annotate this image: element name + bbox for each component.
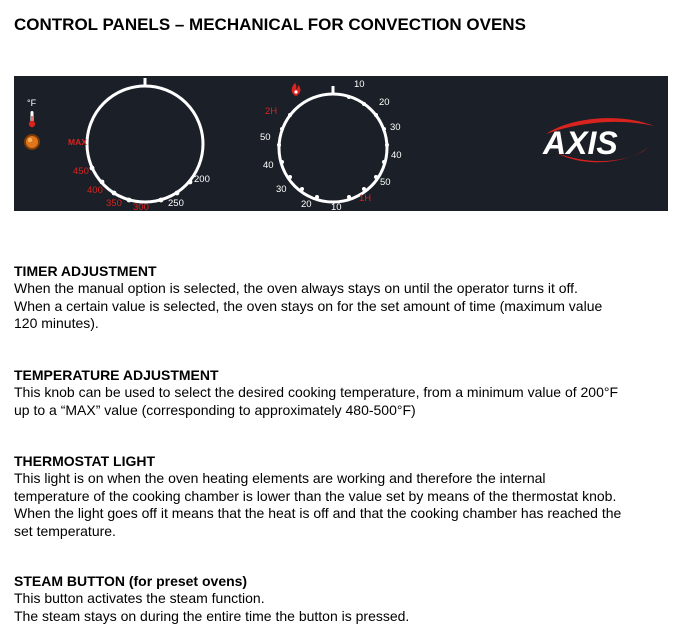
timer-label-20-bottom: 20 [301, 199, 312, 210]
timer-label-40-left: 40 [263, 160, 274, 171]
control-panel-image [14, 76, 668, 211]
section-line: temperature of the cooking chamber is lower than the value set by means of the thermostat knob. [14, 487, 617, 504]
section-line: When the light goes off it means that the heat is off and that the cooking chamber has reached the [14, 505, 622, 521]
timer-knob[interactable] [260, 79, 402, 211]
timer-label-20-right: 20 [379, 97, 390, 108]
section-heading: TEMPERATURE ADJUSTMENT [14, 367, 219, 383]
temp-label-450: 450 [73, 166, 89, 177]
page-title: CONTROL PANELS – MECHANICAL FOR CONVECTION OVENS [14, 15, 526, 34]
section-line: When a certain value is selected, the oven stays on for the set amount of time (maximum value [14, 297, 603, 314]
timer-label-50-left: 50 [260, 132, 271, 143]
thermostat-light-icon[interactable] [24, 134, 40, 150]
section-line: This knob can be used to select the desired cooking temperature, from a minimum value of 200°F [14, 384, 619, 400]
thermostat-light-section [14, 453, 668, 540]
section-line: This button activates the steam function. [14, 590, 265, 606]
section-heading: THERMOSTAT LIGHT [14, 453, 156, 469]
section-line: When the manual option is selected, the oven always stays on until the operator turns it off. [14, 280, 578, 296]
axis-logo [542, 118, 654, 162]
section-line: This light is on when the oven heating elements are working and therefore the internal [14, 470, 546, 486]
thermometer-icon [29, 111, 35, 127]
timer-label-10-bottom: 10 [331, 202, 342, 211]
steam-button-section [14, 573, 668, 625]
timer-label-2h: 2H [265, 106, 278, 117]
temp-label-200: 200 [194, 174, 210, 185]
temperature-knob[interactable] [68, 78, 210, 211]
control-panel-graphic [14, 76, 668, 211]
temp-label-400: 400 [87, 185, 103, 196]
temp-label-250: 250 [168, 198, 184, 209]
section-line: up to a “MAX” value (corresponding to approximately 480-500°F) [14, 401, 416, 418]
temp-label-350: 350 [106, 198, 122, 209]
section-heading: TIMER ADJUSTMENT [14, 263, 157, 279]
temp-label-300: 300 [133, 202, 149, 211]
section-line: set temperature. [14, 522, 116, 539]
section-line: 120 minutes). [14, 315, 99, 331]
timer-label-40-right: 40 [391, 150, 402, 161]
timer-label-1h: 1H [359, 193, 372, 204]
temperature-adjustment-section [14, 367, 668, 419]
section-line: The steam stays on during the entire time the button is pressed. [14, 607, 410, 624]
brand-name: AXIS [543, 125, 618, 161]
unit-label: °F [27, 98, 37, 108]
temp-label-max: MAX [68, 137, 87, 147]
timer-label-10-top: 10 [354, 79, 365, 90]
flame-icon [292, 83, 301, 96]
timer-label-50-right: 50 [380, 177, 391, 188]
timer-label-30-right: 30 [390, 122, 401, 133]
section-heading: STEAM BUTTON (for preset ovens) [14, 573, 248, 589]
timer-label-30-left: 30 [276, 184, 287, 195]
timer-adjustment-section [14, 263, 668, 333]
